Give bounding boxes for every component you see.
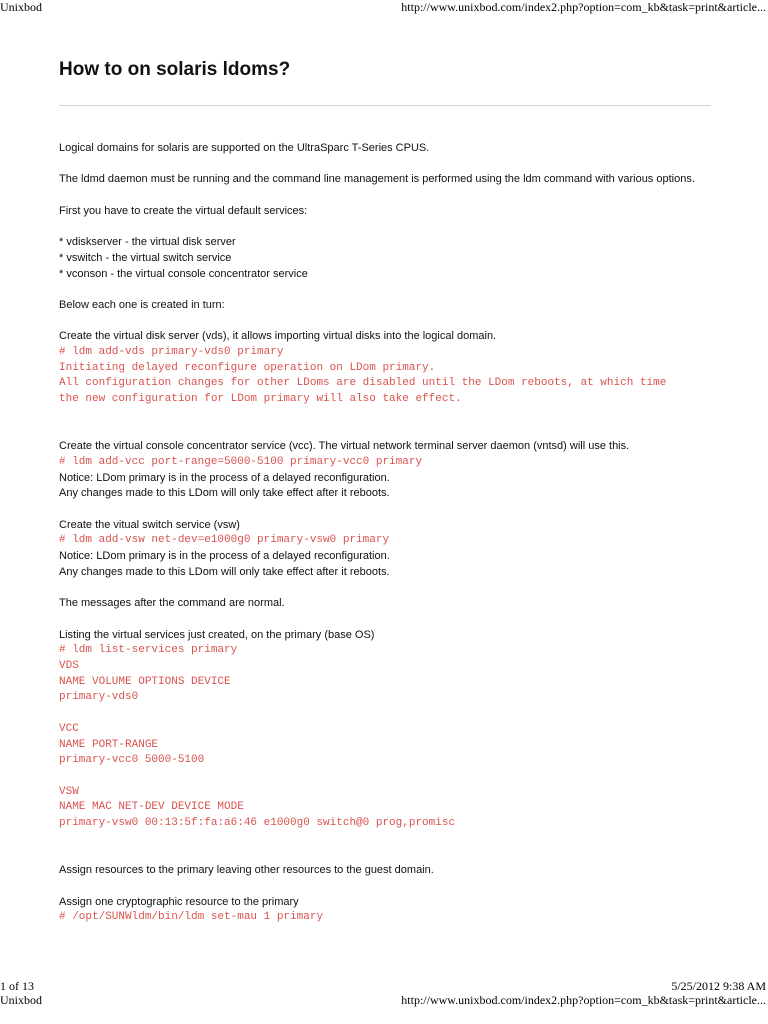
intro-paragraph-2: The ldmd daemon must be running and the command line management is performed using the ldm command with various options. [59,173,695,186]
print-datetime: 5/25/2012 9:38 AM [671,979,766,993]
print-footer-next-header [0,993,768,1007]
notice-line: Any changes made to this LDom will only take effect after it reboots. [59,487,390,500]
bullet-item: * vconson - the virtual console concentrator service [59,267,308,280]
code-line: Initiating delayed reconfigure operation on LDom primary. [59,361,436,374]
code-line: primary-vds0 [59,691,139,704]
intro-paragraph-1: Logical domains for solaris are supported on the UltraSparc T-Series CPUS. [59,142,430,154]
code-line: NAME MAC NET-DEV DEVICE MODE [59,801,244,814]
code-line: VSW [59,785,79,798]
notice-line: Notice: LDom primary is in the process of a delayed reconfiguration. [59,550,390,563]
listing-description: Listing the virtual services just created, on the primary (base OS) [59,628,375,641]
below-paragraph: Below each one is created in turn: [59,298,225,311]
vds-description: Create the virtual disk server (vds), it allows importing virtual disks into the logical domain. [59,330,497,343]
code-line: the new configuration for LDom primary will also take effect. [59,393,462,406]
article [59,40,711,926]
code-line: All configuration changes for other LDoms are disabled until the LDom reboots, at which time [59,377,667,390]
vsw-description: Create the vitual switch service (vsw) [59,518,240,531]
assign-paragraph: Assign resources to the primary leaving other resources to the guest domain. [59,864,434,877]
page-title: How to on solaris ldoms? [59,59,291,80]
footer-url: http://www.unixbod.com/index2.php?option=com_kb&task=print&article... [401,993,766,1007]
bullet-item: * vswitch - the virtual switch service [59,251,232,264]
code-line: # /opt/SUNWldm/bin/ldm set-mau 1 primary [59,911,324,924]
messages-paragraph: The messages after the command are normal. [59,597,285,610]
code-line: # ldm list-services primary [59,644,238,657]
header-site-name: Unixbod [0,0,42,14]
code-line: # ldm add-vcc port-range=5000-5100 primary-vcc0 primary [59,455,423,468]
print-footer [0,979,768,993]
footer-site-name: Unixbod [0,993,42,1007]
code-line: # ldm add-vsw net-dev=e1000g0 primary-vsw0 primary [59,534,390,547]
vcc-description: Create the virtual console concentrator service (vcc). The virtual network terminal server daemon (vntsd) will use this. [59,440,630,453]
notice-line: Any changes made to this LDom will only take effect after it reboots. [59,565,390,578]
article-body [59,141,711,926]
code-line: # ldm add-vds primary-vds0 primary [59,346,284,359]
crypto-description: Assign one cryptographic resource to the primary [59,895,299,908]
bullet-item: * vdiskserver - the virtual disk server [59,236,236,249]
code-line: primary-vcc0 5000-5100 [59,754,205,767]
code-line: VCC [59,722,79,735]
title-divider [59,105,711,106]
notice-line: Notice: LDom primary is in the process of a delayed reconfiguration. [59,471,390,484]
page-count: 1 of 13 [0,979,34,993]
intro-paragraph-3: First you have to create the virtual default services: [59,204,308,217]
code-line: VDS [59,660,79,673]
code-line: NAME VOLUME OPTIONS DEVICE [59,675,231,688]
code-line: NAME PORT-RANGE [59,738,159,751]
header-url: http://www.unixbod.com/index2.php?option=com_kb&task=print&article... [401,0,766,14]
code-line: primary-vsw0 00:13:5f:fa:a6:46 e1000g0 switch@0 prog,promisc [59,817,456,830]
print-header [0,0,768,16]
